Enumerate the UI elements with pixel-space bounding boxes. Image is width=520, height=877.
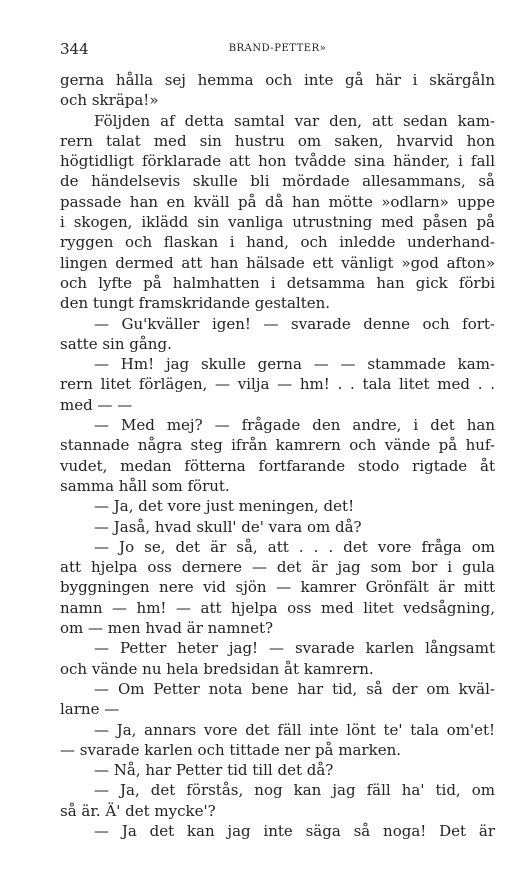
text-line: byggningen nere vid sjön — kamrer Grönfält är mitt xyxy=(60,578,495,597)
text-line: så är. Ä' det mycke'? xyxy=(60,801,216,820)
text-line: att hjelpa oss dernere — det är jag som bor i gula xyxy=(60,558,495,577)
text-line: gerna hålla sej hemma och inte gå här i skärgåln xyxy=(60,71,495,89)
text-line: rern talat med sin hustru om saken, hvarvid hon xyxy=(60,131,495,150)
text-line: namn — hm! — att hjelpa oss med litet vedsågning, xyxy=(60,598,495,617)
text-line: — Petter heter jag! — svarade karlen långsamt xyxy=(94,639,495,658)
text-line: och skräpa!» xyxy=(60,91,159,110)
page-header xyxy=(60,40,495,64)
text-line: om — men hvad är namnet? xyxy=(60,619,274,638)
text-line: — Ja, det förstås, nog kan jag fäll ha' tid, om xyxy=(94,781,495,800)
text-line: i skogen, iklädd sin vanliga utrustning med påsen på xyxy=(60,213,495,232)
text-line: de händelsevis skulle bli mördade allesammans, så xyxy=(60,172,495,191)
text-line: rern litet förlägen, — vilja — hm! . . tala litet med . . xyxy=(60,375,495,394)
text-line: — Gu'kväller igen! — svarade denne och fort- xyxy=(94,314,495,333)
text-line: stannade några steg ifrån kamrern och vände på huf- xyxy=(60,436,495,455)
text-line: den tungt framskridande gestalten. xyxy=(60,294,331,313)
text-line: — svarade karlen och tittade ner på marken. xyxy=(60,740,402,759)
text-line: — Ja, det vore just meningen, det! xyxy=(94,497,355,516)
text-line: satte sin gång. xyxy=(60,334,172,353)
text-line: högtidligt förklarade att hon tvådde sina händer, i fall xyxy=(60,152,495,171)
body-text xyxy=(60,70,495,841)
text-line: ryggen och flaskan i hand, och inledde underhand- xyxy=(60,233,495,252)
text-line: larne — xyxy=(60,700,120,719)
text-line: och lyfte på halmhatten i detsamma han gick förbi xyxy=(60,273,495,292)
text-line: — Nå, har Petter tid till det då? xyxy=(94,761,334,780)
text-line: Följden af detta samtal var den, att sedan kam- xyxy=(94,111,495,130)
text-line: — Jo se, det är så, att . . . det vore fråga om xyxy=(94,537,495,556)
text-line: — Om Petter nota bene har tid, så der om kväl- xyxy=(94,679,495,698)
text-line: vudet, medan fötterna fortfarande stodo rigtade åt xyxy=(60,456,495,475)
text-line: passade han en kväll på då han mötte »odlarn» uppe xyxy=(60,192,495,211)
text-line: och vände nu hela bredsidan åt kamrern. xyxy=(60,659,374,678)
text-line: samma håll som förut. xyxy=(60,476,230,495)
text-line: — Ja det kan jag inte säga så noga! Det är xyxy=(94,821,495,840)
text-line: med — — xyxy=(60,395,133,414)
book-page xyxy=(60,40,495,841)
running-title: BRAND-PETTER» xyxy=(228,43,327,54)
text-line: — Jaså, hvad skull' de' vara om då? xyxy=(94,517,362,536)
text-line: — Med mej? — frågade den andre, i det han xyxy=(94,416,495,435)
text-line: lingen dermed att han hälsade ett vänligt »god afton» xyxy=(60,253,495,272)
page-number: 344 xyxy=(60,40,89,58)
text-line: — Hm! jag skulle gerna — — stammade kam- xyxy=(94,355,495,374)
text-line: — Ja, annars vore det fäll inte lönt te' tala om'et! xyxy=(94,720,495,739)
